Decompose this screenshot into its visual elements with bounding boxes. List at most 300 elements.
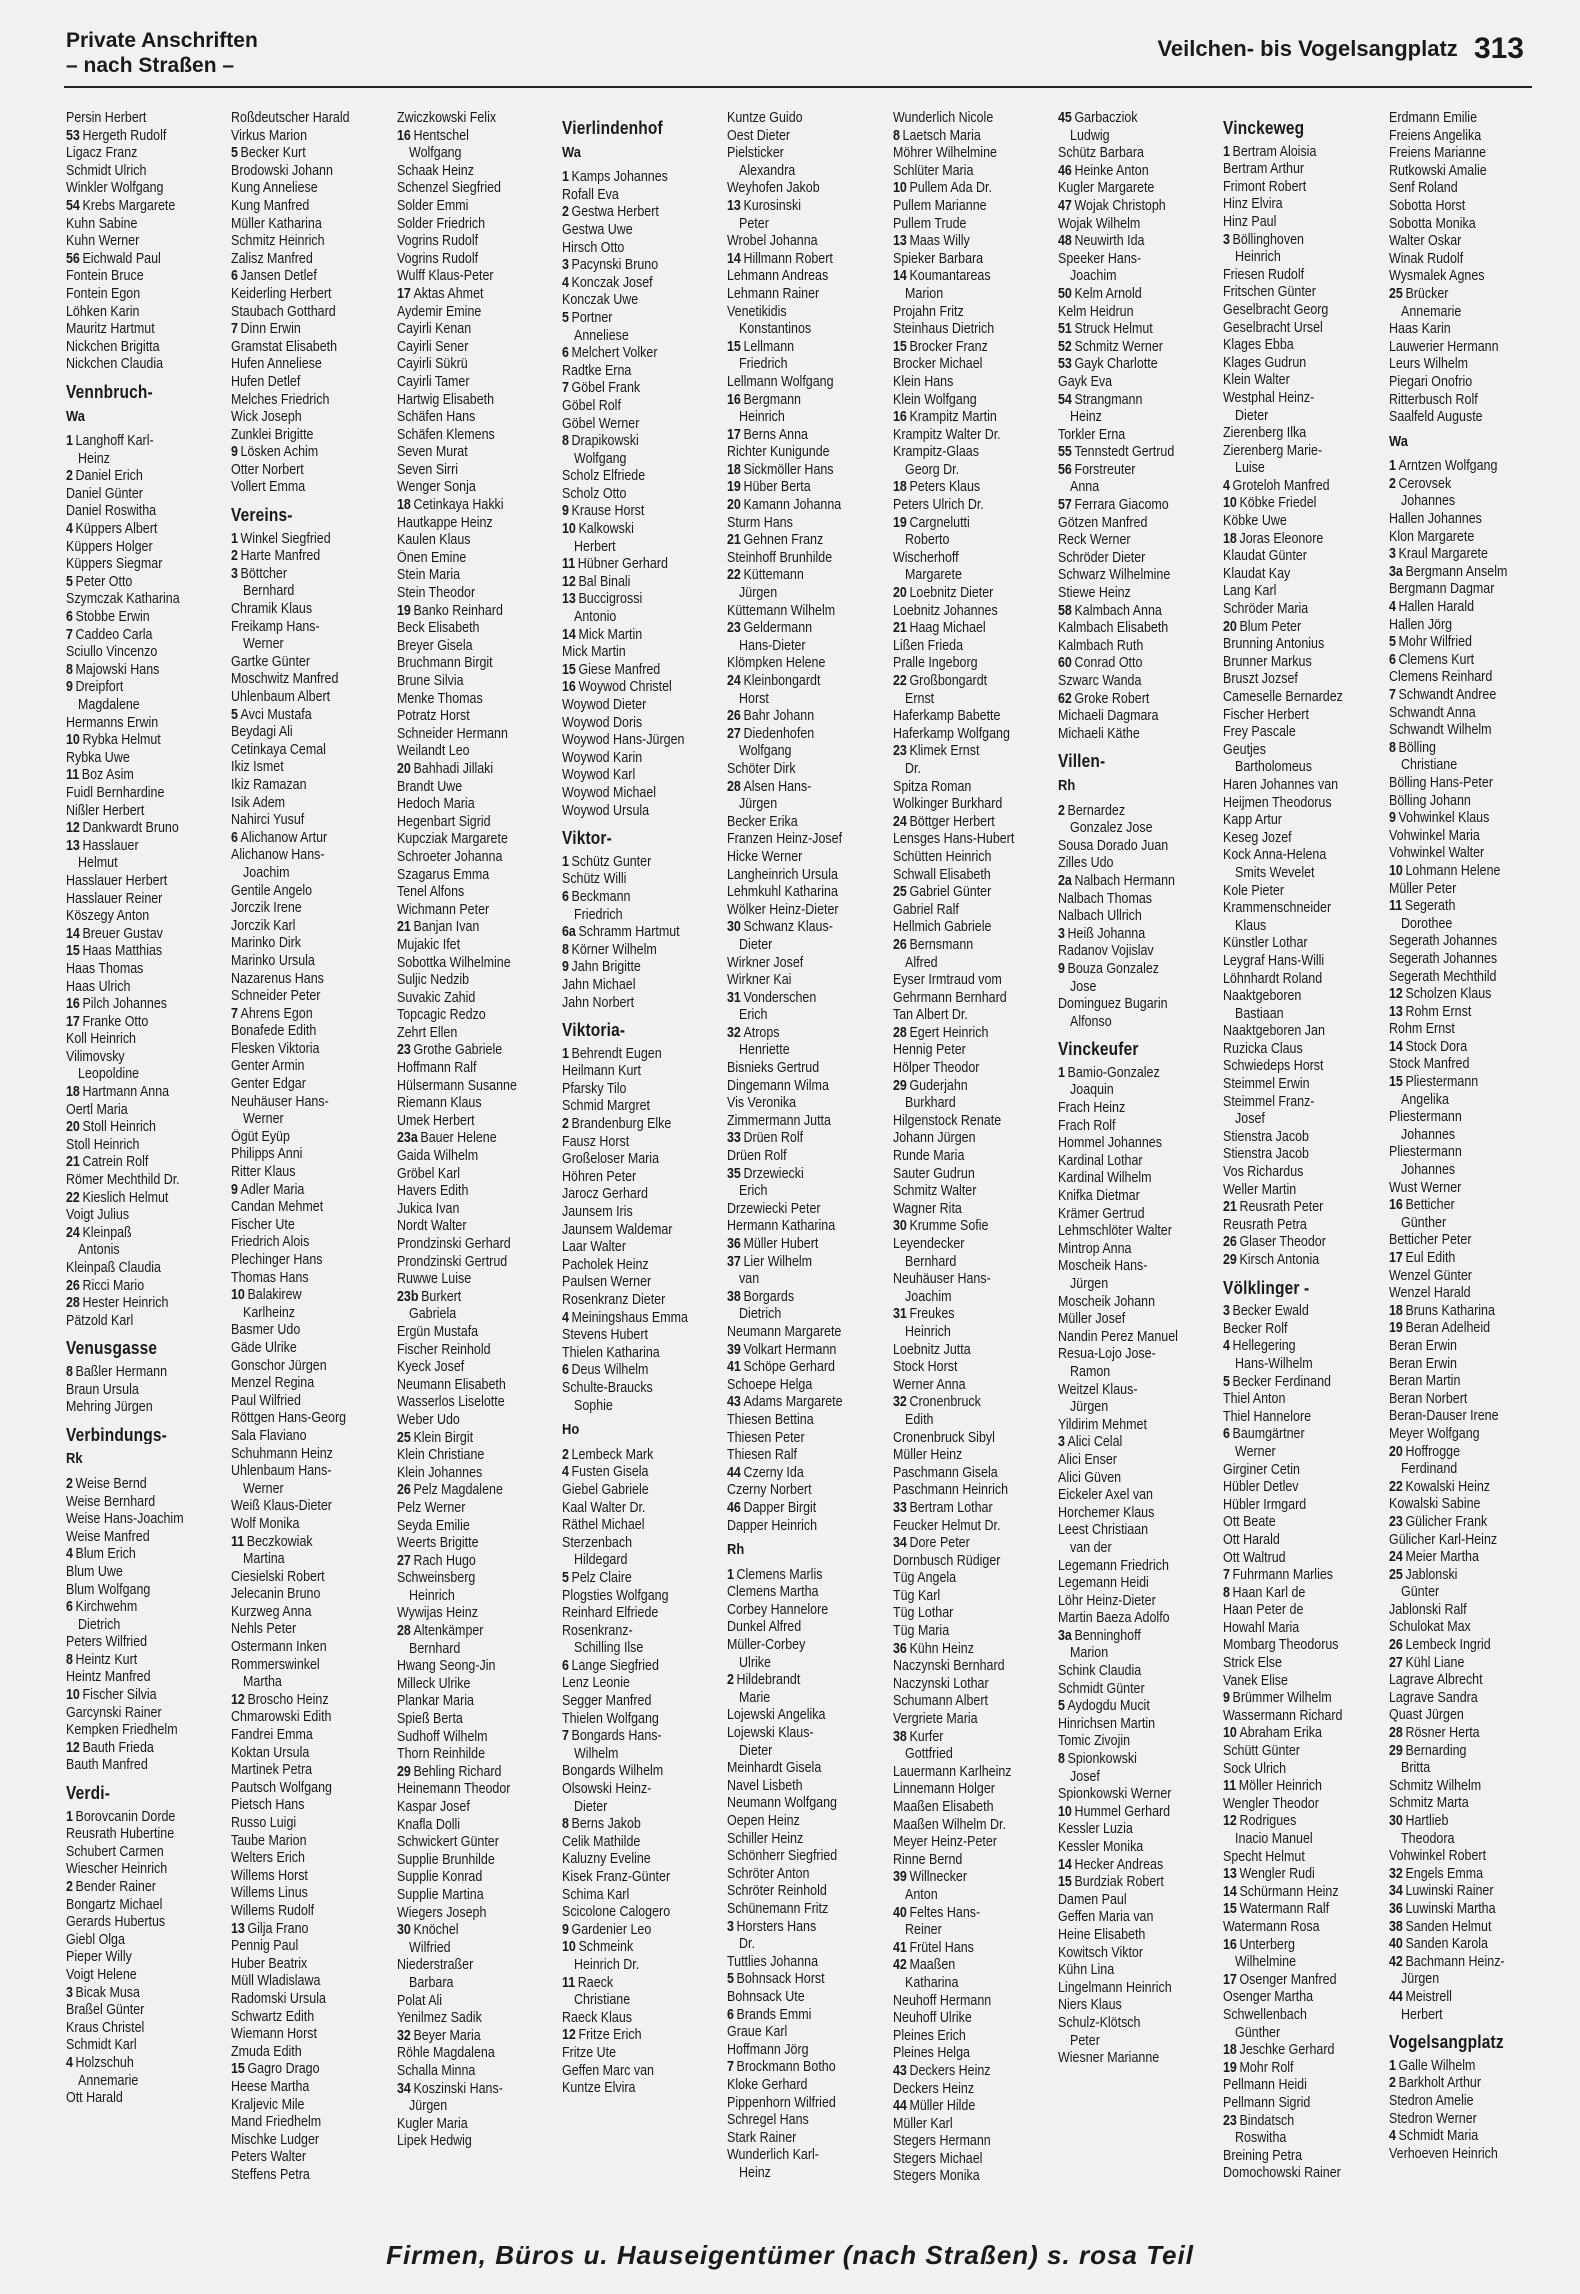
resident-name: Isik Adem — [231, 794, 286, 811]
resident-entry — [893, 919, 1050, 937]
resident-name: Wojak Christoph — [1074, 197, 1166, 214]
resident-entry — [397, 814, 554, 832]
resident-name: Potratz Horst — [396, 708, 470, 725]
resident-entry — [397, 286, 554, 304]
resident-entry — [397, 603, 554, 621]
resident-name: Menke Thomas — [396, 690, 483, 707]
house-number: 13 — [1388, 1003, 1403, 1020]
house-number: 5 — [561, 1569, 569, 1586]
resident-name: Dunkel Alfred — [727, 1619, 802, 1636]
resident-entry — [1389, 1320, 1546, 1338]
resident-entry — [231, 1058, 388, 1076]
resident-entry — [397, 1095, 554, 1113]
resident-name: Groke Robert — [1074, 690, 1150, 707]
resident-name: Nazarenus Hans — [231, 970, 325, 987]
resident-entry — [231, 601, 388, 619]
resident-name: Lojewski Klaus- — [727, 1725, 814, 1742]
house-number: 28 — [892, 1024, 907, 1041]
resident-entry — [1389, 969, 1546, 987]
resident-name: Geffen Marc van — [561, 2062, 654, 2079]
resident-name: Bergmann Anselm — [1405, 563, 1508, 580]
resident-name: Aydogdu Mucit — [1067, 1698, 1150, 1715]
resident-name: Haas Thomas — [66, 960, 144, 977]
resident-name: Jorczik Irene — [231, 900, 303, 917]
resident-entry — [397, 849, 554, 867]
resident-entry — [893, 163, 1050, 181]
resident-entry — [893, 743, 1050, 761]
resident-entry — [893, 1799, 1050, 1817]
resident-entry — [562, 1728, 719, 1746]
resident-entry — [1058, 1751, 1215, 1769]
resident-name: Persin Herbert — [66, 110, 147, 126]
house-number: 4 — [1388, 2128, 1396, 2145]
resident-entry — [562, 1939, 719, 1957]
resident-entry — [1223, 1743, 1380, 1761]
house-number: 39 — [727, 1341, 742, 1358]
resident-entry — [1223, 971, 1380, 989]
resident-name: Joachim — [1070, 268, 1117, 285]
resident-name: Raeck — [577, 1974, 614, 1991]
resident-name: Gehrmann Bernhard — [892, 989, 1007, 1006]
resident-entry — [562, 1362, 719, 1380]
resident-entry — [727, 110, 884, 128]
resident-entry — [1389, 268, 1546, 286]
resident-name: Reusrath Petra — [1223, 1216, 1308, 1233]
resident-name: Alfred — [904, 954, 938, 971]
resident-name: Baßler Hermann — [75, 1363, 168, 1380]
resident-entry — [562, 889, 719, 907]
resident-entry — [1058, 1170, 1215, 1188]
resident-entry — [893, 1359, 1050, 1377]
resident-name: Kardinal Wilhelm — [1057, 1170, 1152, 1187]
resident-name: Hülsermann Susanne — [396, 1077, 517, 1094]
resident-entry — [1058, 163, 1215, 181]
resident-entry — [1223, 2113, 1380, 2131]
resident-name: Kraus Christel — [66, 2019, 145, 2036]
resident-name: Mohr Rolf — [1239, 2059, 1294, 2076]
resident-name: Dr. — [904, 760, 921, 777]
resident-entry — [397, 2081, 554, 2099]
resident-entry — [1058, 1804, 1215, 1822]
resident-name: Osenger Martha — [1223, 1989, 1314, 2006]
house-number: 10 — [561, 521, 576, 538]
resident-name: Schmid Margret — [561, 1098, 650, 1115]
house-number: 5 — [561, 309, 569, 326]
resident-entry — [727, 1778, 884, 1796]
resident-name: Werner Anna — [892, 1376, 966, 1393]
house-number: 13 — [231, 1920, 246, 1937]
house-number: 16 — [66, 996, 80, 1013]
resident-name: Neumann Elisabeth — [396, 1376, 506, 1393]
resident-entry — [727, 1412, 884, 1430]
resident-entry — [727, 2130, 884, 2148]
resident-entry — [397, 2028, 554, 2046]
resident-entry — [727, 567, 884, 585]
resident-name: Ögüt Eyüp — [231, 1128, 291, 1145]
resident-entry — [893, 2098, 1050, 2116]
resident-entry — [1058, 1382, 1215, 1400]
resident-entry — [727, 1113, 884, 1131]
resident-entry — [727, 1866, 884, 1884]
resident-entry — [1223, 2060, 1380, 2078]
resident-entry — [893, 128, 1050, 146]
resident-name: Wysmalek Agnes — [1388, 268, 1485, 285]
resident-entry — [231, 636, 388, 654]
resident-entry — [231, 2132, 388, 2150]
resident-name: Kock Anna-Helena — [1223, 847, 1327, 864]
resident-entry — [727, 268, 884, 286]
resident-name: Koll Heinrich — [66, 1031, 137, 1048]
resident-entry — [893, 1781, 1050, 1799]
resident-entry — [1223, 795, 1380, 813]
resident-entry — [562, 785, 719, 803]
resident-name: Deckers Heinz — [892, 2080, 974, 2097]
resident-name: Wolfgang — [739, 743, 792, 760]
resident-entry — [562, 627, 719, 645]
district-code: Ho — [561, 1421, 580, 1439]
resident-name: Theodora — [1400, 1830, 1455, 1847]
house-number: 14 — [561, 626, 576, 643]
resident-entry — [727, 708, 884, 726]
house-number: 8 — [1057, 1751, 1065, 1768]
resident-entry — [893, 1060, 1050, 1078]
resident-entry — [727, 1954, 884, 1972]
resident-name: Burdziak Robert — [1074, 1874, 1164, 1891]
resident-entry — [893, 1922, 1050, 1940]
resident-name: Brandt Uwe — [396, 778, 462, 795]
resident-entry — [231, 1639, 388, 1657]
resident-entry — [1389, 1303, 1546, 1321]
resident-name: Bauth Manfred — [66, 1757, 148, 1774]
resident-name: Hüber Berta — [743, 479, 812, 496]
resident-entry — [1223, 1901, 1380, 1919]
resident-name: Geffen Maria van — [1057, 1909, 1154, 1926]
resident-entry — [397, 567, 554, 585]
resident-name: Hübler Irmgard — [1223, 1496, 1307, 1513]
resident-entry — [727, 761, 884, 779]
house-number: 15 — [561, 661, 576, 678]
resident-name: Giebl Olga — [66, 1931, 125, 1948]
resident-name: Vonderschen — [743, 989, 817, 1006]
resident-entry — [727, 990, 884, 1008]
resident-name: Hilgenstock Renate — [892, 1112, 1001, 1129]
resident-entry — [1058, 427, 1215, 445]
resident-name: Behling Richard — [413, 1763, 502, 1780]
resident-entry — [727, 1394, 884, 1412]
resident-name: Brodowski Johann — [231, 162, 334, 179]
resident-name: Clemens Marlis — [736, 1566, 823, 1583]
resident-entry — [1223, 2042, 1380, 2060]
resident-name: Supplie Martina — [396, 1886, 484, 1903]
resident-name: Ott Harald — [1223, 1531, 1281, 1548]
resident-name: Strick Else — [1223, 1655, 1283, 1672]
resident-name: Giese Manfred — [578, 661, 661, 678]
resident-entry — [397, 1042, 554, 1060]
house-number: 4 — [66, 2054, 73, 2071]
house-number: 8 — [1388, 739, 1396, 756]
resident-name: Drzewiecki — [743, 1165, 805, 1182]
resident-entry — [397, 1482, 554, 1500]
resident-name: Berns Jakob — [571, 1816, 641, 1833]
house-number: 23b — [396, 1288, 419, 1305]
house-number: 6 — [231, 829, 239, 846]
resident-name: Frütel Hans — [909, 1939, 974, 1956]
resident-name: Reinhard Elfriede — [561, 1605, 659, 1622]
resident-entry — [1223, 1637, 1380, 1655]
resident-name: Haferkamp Babette — [892, 708, 1001, 725]
resident-name: Deckers Heinz — [909, 2062, 991, 2079]
resident-entry — [231, 1023, 388, 1041]
resident-entry — [66, 785, 223, 803]
resident-name: Josef — [1235, 1111, 1266, 1128]
resident-name: Brücker — [1405, 285, 1449, 302]
resident-name: Jose — [1070, 978, 1097, 995]
house-number: 9 — [561, 959, 569, 976]
resident-entry — [1389, 757, 1546, 775]
resident-entry — [231, 1692, 388, 1710]
resident-entry — [1389, 1795, 1546, 1813]
resident-name: Stedron Werner — [1388, 2110, 1477, 2127]
resident-name: Corbey Hannelore — [727, 1601, 829, 1618]
resident-entry — [231, 145, 388, 163]
resident-name: Haren Johannes van — [1223, 776, 1339, 793]
resident-entry — [1389, 1338, 1546, 1356]
resident-name: Schima Karl — [561, 1886, 630, 1903]
resident-entry — [1223, 619, 1380, 637]
resident-entry — [893, 180, 1050, 198]
resident-name: Göbel Frank — [571, 380, 641, 397]
resident-entry — [397, 392, 554, 410]
resident-entry — [1058, 1452, 1215, 1470]
resident-name: Wiesner Marianne — [1057, 2050, 1160, 2067]
resident-entry — [727, 1567, 884, 1585]
resident-name: Heiß Johanna — [1067, 925, 1146, 942]
resident-entry — [231, 128, 388, 146]
resident-name: Ricci Mario — [82, 1277, 145, 1294]
resident-name: Melches Friedrich — [231, 391, 330, 408]
house-number: 1 — [1223, 143, 1231, 160]
resident-name: Zehrt Ellen — [396, 1024, 457, 1041]
resident-name: Pelz Werner — [396, 1499, 466, 1516]
resident-name: Frach Rolf — [1057, 1117, 1116, 1134]
resident-entry — [562, 1746, 719, 1764]
resident-name: Adams Margarete — [743, 1394, 843, 1411]
resident-entry — [562, 310, 719, 328]
resident-name: Kalkowski — [578, 521, 634, 538]
house-number: 18 — [892, 479, 907, 496]
resident-entry — [1389, 1883, 1546, 1901]
resident-name: Ulrike — [739, 1654, 772, 1671]
resident-entry — [727, 1201, 884, 1219]
resident-name: Hölper Theodor — [892, 1060, 980, 1077]
resident-entry — [1389, 617, 1546, 635]
house-number: 11 — [1388, 898, 1402, 915]
house-number: 2 — [727, 1672, 735, 1689]
column-7 — [1058, 110, 1215, 2230]
resident-entry — [893, 356, 1050, 374]
directory-columns — [66, 110, 1546, 2230]
house-number: 62 — [1057, 690, 1072, 707]
resident-entry — [1058, 198, 1215, 216]
resident-name: Heinz — [78, 450, 110, 467]
resident-name: Gramstat Elisabeth — [231, 338, 338, 355]
resident-name: Krumme Sofie — [909, 1218, 989, 1235]
resident-entry — [231, 1164, 388, 1182]
resident-entry — [1058, 655, 1215, 673]
resident-entry — [231, 1305, 388, 1323]
resident-entry — [397, 1887, 554, 1905]
resident-name: Thiesen Peter — [727, 1429, 805, 1446]
resident-entry — [893, 779, 1050, 797]
resident-entry — [397, 1148, 554, 1166]
resident-entry — [66, 943, 223, 961]
resident-entry — [397, 1025, 554, 1043]
resident-name: Heijmen Theodorus — [1223, 794, 1332, 811]
resident-name: Schmeink — [578, 1939, 634, 1956]
resident-entry — [1223, 1585, 1380, 1603]
resident-name: Vergriete Maria — [892, 1711, 978, 1728]
resident-name: Nahirci Yusuf — [231, 812, 305, 829]
resident-name: Winak Rudolf — [1388, 250, 1463, 267]
resident-entry — [1389, 145, 1546, 163]
resident-entry — [1389, 916, 1546, 934]
resident-entry — [1223, 759, 1380, 777]
resident-entry — [1389, 163, 1546, 181]
resident-entry — [231, 444, 388, 462]
house-number: 28 — [396, 1623, 411, 1640]
resident-entry — [1058, 497, 1215, 515]
resident-entry — [1223, 1673, 1380, 1691]
resident-entry — [893, 1729, 1050, 1747]
resident-entry — [727, 2165, 884, 2183]
resident-entry — [1223, 812, 1380, 830]
resident-name: Beydagi Ali — [231, 724, 294, 741]
resident-name: Wick Joseph — [231, 409, 303, 426]
resident-name: Müller Karl — [892, 2115, 953, 2132]
resident-name: Josef — [1070, 1768, 1100, 1785]
resident-entry — [562, 1134, 719, 1152]
resident-name: Vollert Emma — [231, 479, 306, 496]
resident-entry — [66, 2020, 223, 2038]
header-left-line1: Private Anschriften — [66, 29, 258, 52]
resident-entry — [893, 145, 1050, 163]
house-number: 23 — [892, 743, 907, 760]
resident-name: Jarocz Gerhard — [561, 1186, 648, 1203]
resident-name: Fritschen Günter — [1223, 284, 1317, 301]
house-number: 3 — [231, 565, 239, 582]
resident-name: Friedrich — [574, 906, 623, 923]
resident-name: Blum Wolfgang — [66, 1581, 151, 1598]
house-number: 1 — [561, 169, 569, 186]
resident-name: Cetinkaya Cemal — [231, 741, 327, 758]
resident-name: Maaßen Wilhelm Dr. — [892, 1816, 1006, 1833]
resident-name: Bohnsack Horst — [736, 1971, 825, 1988]
resident-name: Gestwa Herbert — [571, 204, 659, 221]
resident-name: Sousa Dorado Juan — [1057, 837, 1169, 854]
resident-entry — [1389, 2111, 1546, 2129]
resident-entry — [231, 1393, 388, 1411]
house-number: 43 — [727, 1394, 742, 1411]
resident-entry — [1389, 1004, 1546, 1022]
resident-entry — [1223, 1778, 1380, 1796]
resident-name: Becker Erika — [727, 813, 799, 830]
resident-entry — [231, 1797, 388, 1815]
resident-name: Banko Reinhard — [413, 602, 503, 619]
resident-entry — [1058, 961, 1215, 979]
resident-name: Weise Bernhard — [66, 1493, 156, 1510]
resident-entry — [1389, 564, 1546, 582]
resident-entry — [1058, 1980, 1215, 1998]
resident-entry — [1389, 1637, 1546, 1655]
resident-entry — [1058, 1082, 1215, 1100]
resident-entry — [1058, 1945, 1215, 1963]
resident-entry — [231, 1868, 388, 1886]
resident-entry — [727, 1989, 884, 2007]
house-number: 21 — [1223, 1199, 1238, 1216]
resident-entry — [397, 128, 554, 146]
house-number: 17 — [1388, 1250, 1403, 1266]
resident-entry — [1058, 673, 1215, 691]
resident-name: Haan Karl de — [1232, 1584, 1306, 1601]
resident-entry — [562, 521, 719, 539]
resident-name: Braun Ursula — [66, 1381, 139, 1398]
resident-name: Becker Rolf — [1223, 1320, 1288, 1337]
resident-entry — [893, 1905, 1050, 1923]
resident-entry — [1058, 1821, 1215, 1839]
resident-entry — [562, 1447, 719, 1465]
house-number: 7 — [231, 321, 239, 338]
resident-entry — [727, 726, 884, 744]
resident-entry — [1058, 180, 1215, 198]
house-number: 23 — [1388, 1513, 1403, 1530]
resident-entry — [1223, 2077, 1380, 2095]
resident-name: Fandrei Emma — [231, 1727, 314, 1744]
resident-name: Lange Siegfried — [571, 1657, 659, 1674]
resident-name: Heinemann Theodor — [396, 1781, 511, 1798]
resident-entry — [397, 1817, 554, 1835]
resident-name: Laetsch Maria — [902, 127, 981, 144]
resident-entry — [1223, 1058, 1380, 1076]
resident-entry — [231, 2079, 388, 2097]
resident-entry — [1389, 1778, 1546, 1796]
resident-entry — [1058, 979, 1215, 997]
resident-entry — [1389, 1162, 1546, 1180]
resident-name: Hillmann Robert — [743, 250, 834, 267]
resident-entry — [231, 321, 388, 339]
resident-entry — [397, 515, 554, 533]
house-number: 3 — [1223, 231, 1231, 248]
resident-name: Kardinal Lothar — [1057, 1152, 1143, 1169]
resident-entry — [1389, 1655, 1546, 1673]
resident-entry — [1389, 1056, 1546, 1074]
resident-entry — [1223, 372, 1380, 390]
resident-name: Kurfer — [909, 1728, 944, 1745]
resident-entry — [397, 1834, 554, 1852]
resident-entry — [727, 180, 884, 198]
house-number: 20 — [396, 760, 411, 777]
resident-entry — [397, 919, 554, 937]
resident-entry — [231, 1727, 388, 1745]
resident-name: Meistrell — [1405, 1988, 1452, 2005]
resident-name: Roswitha — [1235, 2130, 1287, 2147]
house-number: 6 — [66, 609, 73, 626]
resident-entry — [66, 486, 223, 504]
resident-entry — [66, 1399, 223, 1417]
resident-entry — [231, 548, 388, 566]
resident-entry — [727, 1130, 884, 1148]
resident-name: Heinrich Dr. — [574, 1956, 640, 1973]
resident-name: Feltes Hans- — [909, 1904, 980, 1921]
